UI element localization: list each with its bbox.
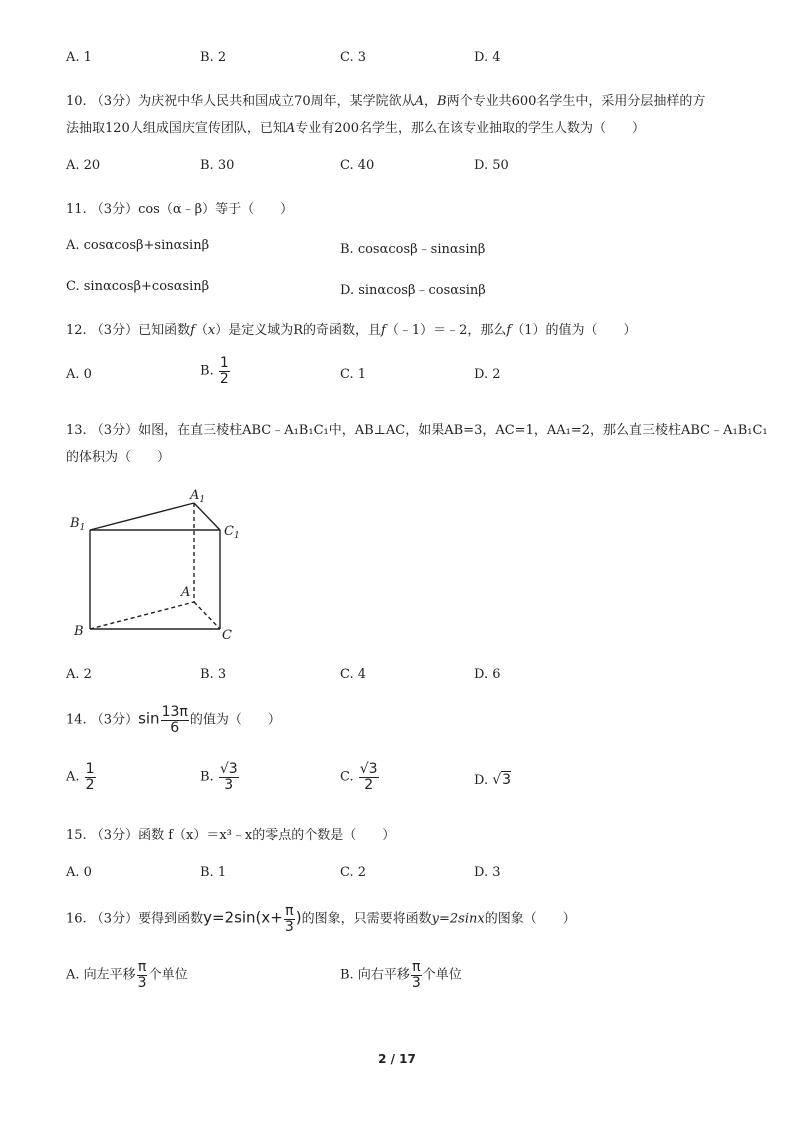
- q9-option-b: B. 2: [200, 50, 227, 65]
- q12-option-a: A. 0: [66, 367, 92, 382]
- q15-option-c: C. 2: [340, 865, 367, 880]
- q10-option-c: C. 40: [340, 158, 375, 173]
- q13-option-b: B. 3: [200, 667, 227, 682]
- page-number: 2 / 17: [378, 1052, 416, 1066]
- edge-a-c-hidden: [194, 602, 220, 629]
- q16-option-b-fraction: $\frac{\pi}{3}$: [411, 959, 421, 991]
- q16-option-a: A. 向左平移 $\frac{\pi}{3}$ 个单位: [66, 959, 188, 991]
- q13-option-c: C. 4: [340, 667, 367, 682]
- label-b1: $B_1$: [70, 516, 86, 533]
- q11-stem: 11. （3分）cos（α﹣β）等于（ ）: [66, 202, 294, 217]
- q16-option-b: B. 向右平移 $\frac{\pi}{3}$ 个单位: [340, 959, 462, 991]
- q14-option-a: A. $\frac{1}{2}$: [66, 761, 95, 793]
- q15-option-a: A. 0: [66, 865, 92, 880]
- q10-option-a: A. 20: [66, 158, 101, 173]
- prism-figure: [66, 485, 266, 645]
- edge-a-b-hidden: [90, 602, 194, 629]
- q12-option-b-fraction: $\frac{1}{2}$: [219, 355, 229, 387]
- q12-option-d: D. 2: [474, 367, 501, 382]
- q9-option-a: A. 1: [66, 50, 92, 65]
- q14-option-c-fraction: $\frac{√3}{2}$: [359, 761, 378, 793]
- q14-stem: 14. （3分）sin $\frac{13\pi}{6}$ 的值为（ ）: [66, 704, 281, 736]
- q12-stem: 12. （3分）已知函数f（x）是定义域为R的奇函数，且f（﹣1）＝﹣2，那么f（1）的值为（ ）: [66, 323, 637, 338]
- q14-fraction: $\frac{13\pi}{6}$: [161, 704, 188, 736]
- q11-option-b: B. cosαcosβ﹣sinαsinβ: [340, 242, 486, 257]
- edge-b1-a1: [90, 503, 194, 530]
- label-c: C: [222, 628, 232, 643]
- q10-option-d: D. 50: [474, 158, 509, 173]
- q12-option-c: C. 1: [340, 367, 367, 382]
- q13-stem-line1: 13. （3分）如图，在直三棱柱ABC﹣A₁B₁C₁中，AB⊥AC，如果AB=3，AC=1，AA₁=2，那么直三棱柱ABC﹣A₁B₁C₁: [66, 423, 768, 438]
- q16-option-a-fraction: $\frac{\pi}{3}$: [137, 959, 147, 991]
- q13-option-d: D. 6: [474, 667, 501, 682]
- q9-option-c: C. 3: [340, 50, 367, 65]
- q14-option-c: C. $\frac{√3}{2}$: [340, 761, 378, 793]
- q14-option-d: D. √3: [474, 772, 512, 788]
- q15-stem: 15. （3分）函数 f（x）＝x³﹣x的零点的个数是（ ）: [66, 828, 396, 843]
- q10-option-b: B. 30: [200, 158, 235, 173]
- q14-option-b-fraction: $\frac{√3}{3}$: [219, 761, 238, 793]
- label-a: A: [181, 585, 191, 600]
- q16-stem: 16. （3分）要得到函数y=2sin(x+ $\frac{\pi}{3}$ )的图象，只需要将函数y=2sinx的图象（ ）: [66, 903, 576, 935]
- q11-option-a: A. cosαcosβ+sinαsinβ: [66, 238, 210, 253]
- q10-stem-line2: 法抽取120人组成国庆宣传团队，已知A专业有200名学生，那么在该专业抽取的学生人数为（ ）: [66, 121, 646, 136]
- label-c1: $C_1$: [224, 524, 240, 541]
- q16-fraction: $\frac{\pi}{3}$: [284, 903, 294, 935]
- label-a1: $A_1$: [190, 488, 206, 505]
- q11-option-c: C. sinαcosβ+cosαsinβ: [66, 279, 210, 294]
- q14-option-a-fraction: $\frac{1}{2}$: [85, 761, 95, 793]
- q14-option-b: B. $\frac{√3}{3}$: [200, 761, 238, 793]
- q15-option-b: B. 1: [200, 865, 227, 880]
- q11-option-d: D. sinαcosβ﹣cosαsinβ: [340, 283, 486, 298]
- q13-stem-line2: 的体积为（ ）: [66, 450, 171, 465]
- q10-stem-line1: 10. （3分）为庆祝中华人民共和国成立70周年，某学院欲从A，B两个专业共600名学生中，采用分层抽样的方: [66, 94, 706, 109]
- label-b: B: [74, 624, 84, 639]
- q15-option-d: D. 3: [474, 865, 501, 880]
- q14-option-d-sqrt: √3: [492, 772, 512, 788]
- edge-a1-c1: [194, 503, 220, 530]
- q12-option-b: B. $\frac{1}{2}$: [200, 355, 229, 387]
- q9-option-d: D. 4: [474, 50, 501, 65]
- q13-option-a: A. 2: [66, 667, 92, 682]
